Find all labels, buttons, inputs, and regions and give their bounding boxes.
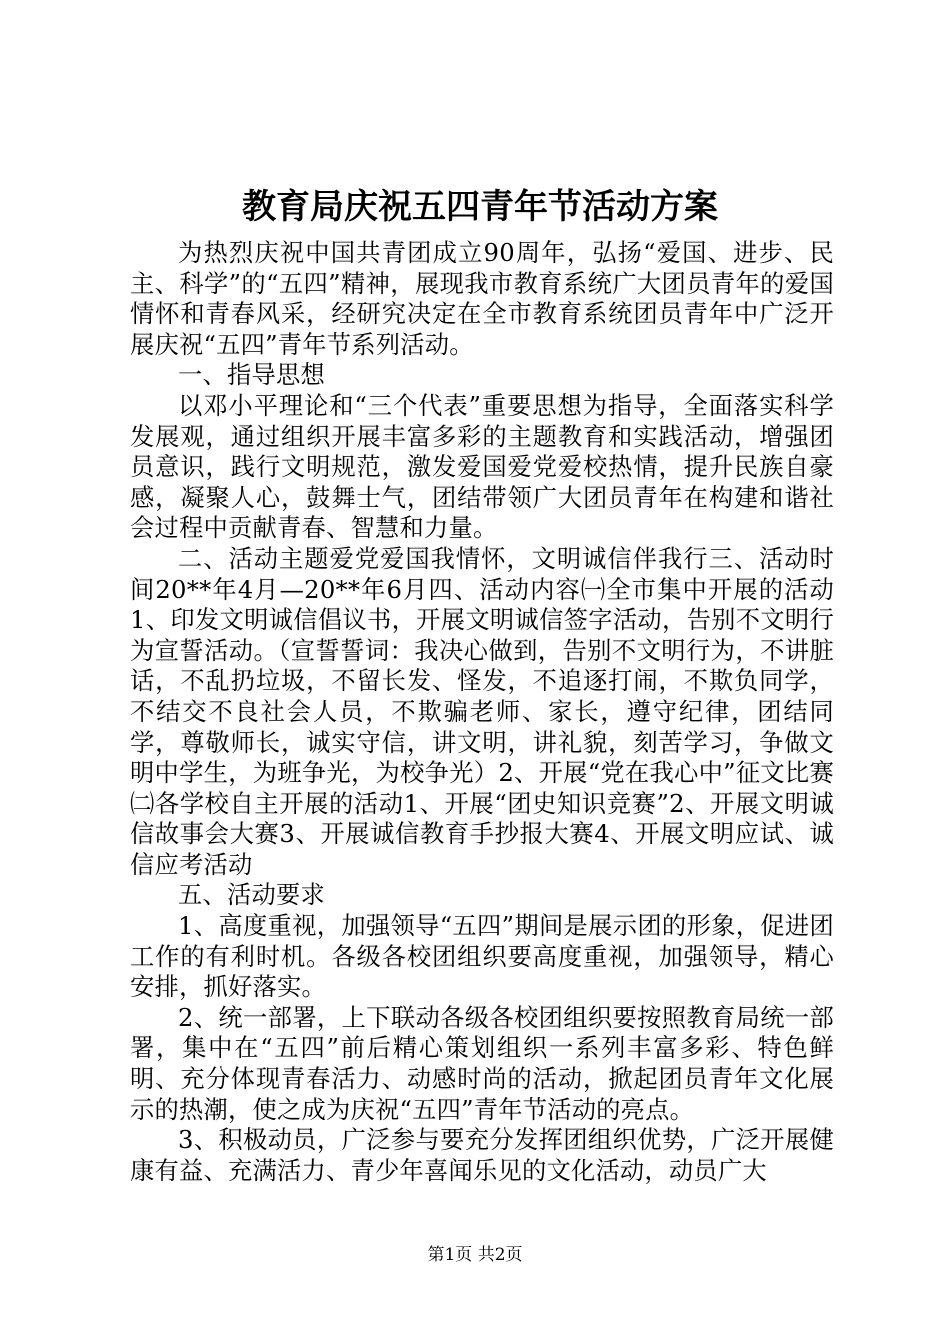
heading-requirements: 五、活动要求 (178, 880, 325, 910)
paragraph-guiding-ideology: 以邓小平理论和“三个代表”重要思想为指导，全面落实科学发展观，通过组织开展丰富多彩的主题教育和实践活动，增强团员意识，践行文明规范，激发爱国爱党爱校热情，提升民族自豪感，凝聚人心，鼓舞士气，团结带领广大团员青年在构建和谐社会过程中贡献青春、智慧和力量。 (130, 390, 834, 543)
paragraph-requirement-2: 2、统一部署，上下联动各级各校团组织要按照教育局统一部署，集中在“五四”前后精心策划组织一系列丰富多彩、特色鲜明、充分体现青春活力、动感时尚的活动，掀起团员青年文化展示的热潮，使之成为庆祝“五四”青年节活动的亮点。 (130, 1002, 834, 1124)
paragraph-requirement-1: 1、高度重视，加强领导“五四”期间是展示团的形象，促进团工作的有利时机。各级各校团组织要高度重视，加强领导，精心安排，抓好落实。 (130, 911, 834, 1002)
document-body (130, 238, 834, 1186)
paragraph-theme-time-content: 二、活动主题爱党爱国我情怀，文明诚信伴我行三、活动时间20**年4月—20**年6月四、活动内容㈠全市集中开展的活动1、印发文明诚信倡议书，开展文明诚信签字活动，告别不文明行为宣誓活动。（宣誓誓词：我决心做到，告别不文明行为，不讲脏话，不乱扔垃圾，不留长发、怪发，不追逐打闹，不欺负同学，不结交不良社会人员，不欺骗老师、家长，遵守纪律，团结同学，尊敬师长，诚实守信，讲文明，讲礼貌，刻苦学习，争做文明中学生，为班争光，为校争光）2、开展“党在我心中”征文比赛㈡各学校自主开展的活动1、开展“团史知识竞赛”2、开展文明诚信故事会大赛3、开展诚信教育手抄报大赛4、开展文明应试、诚信应考活动 (130, 543, 834, 879)
document-title: 教育局庆祝五四青年节活动方案 (242, 187, 718, 227)
page-number-footer: 第1页 共2页 (427, 1245, 523, 1265)
paragraph-intro: 为热烈庆祝中国共青团成立90周年，弘扬“爱国、进步、民主、科学”的“五四”精神，展现我市教育系统广大团员青年的爱国情怀和青春风采，经研究决定在全市教育系统团员青年中广泛开展庆祝“五四”青年节系列活动。 (130, 238, 834, 359)
paragraph-requirement-3: 3、积极动员，广泛参与要充分发挥团组织优势，广泛开展健康有益、充满活力、青少年喜闻乐见的文化活动，动员广大 (130, 1125, 834, 1185)
heading-guiding-ideology: 一、指导思想 (178, 360, 325, 390)
